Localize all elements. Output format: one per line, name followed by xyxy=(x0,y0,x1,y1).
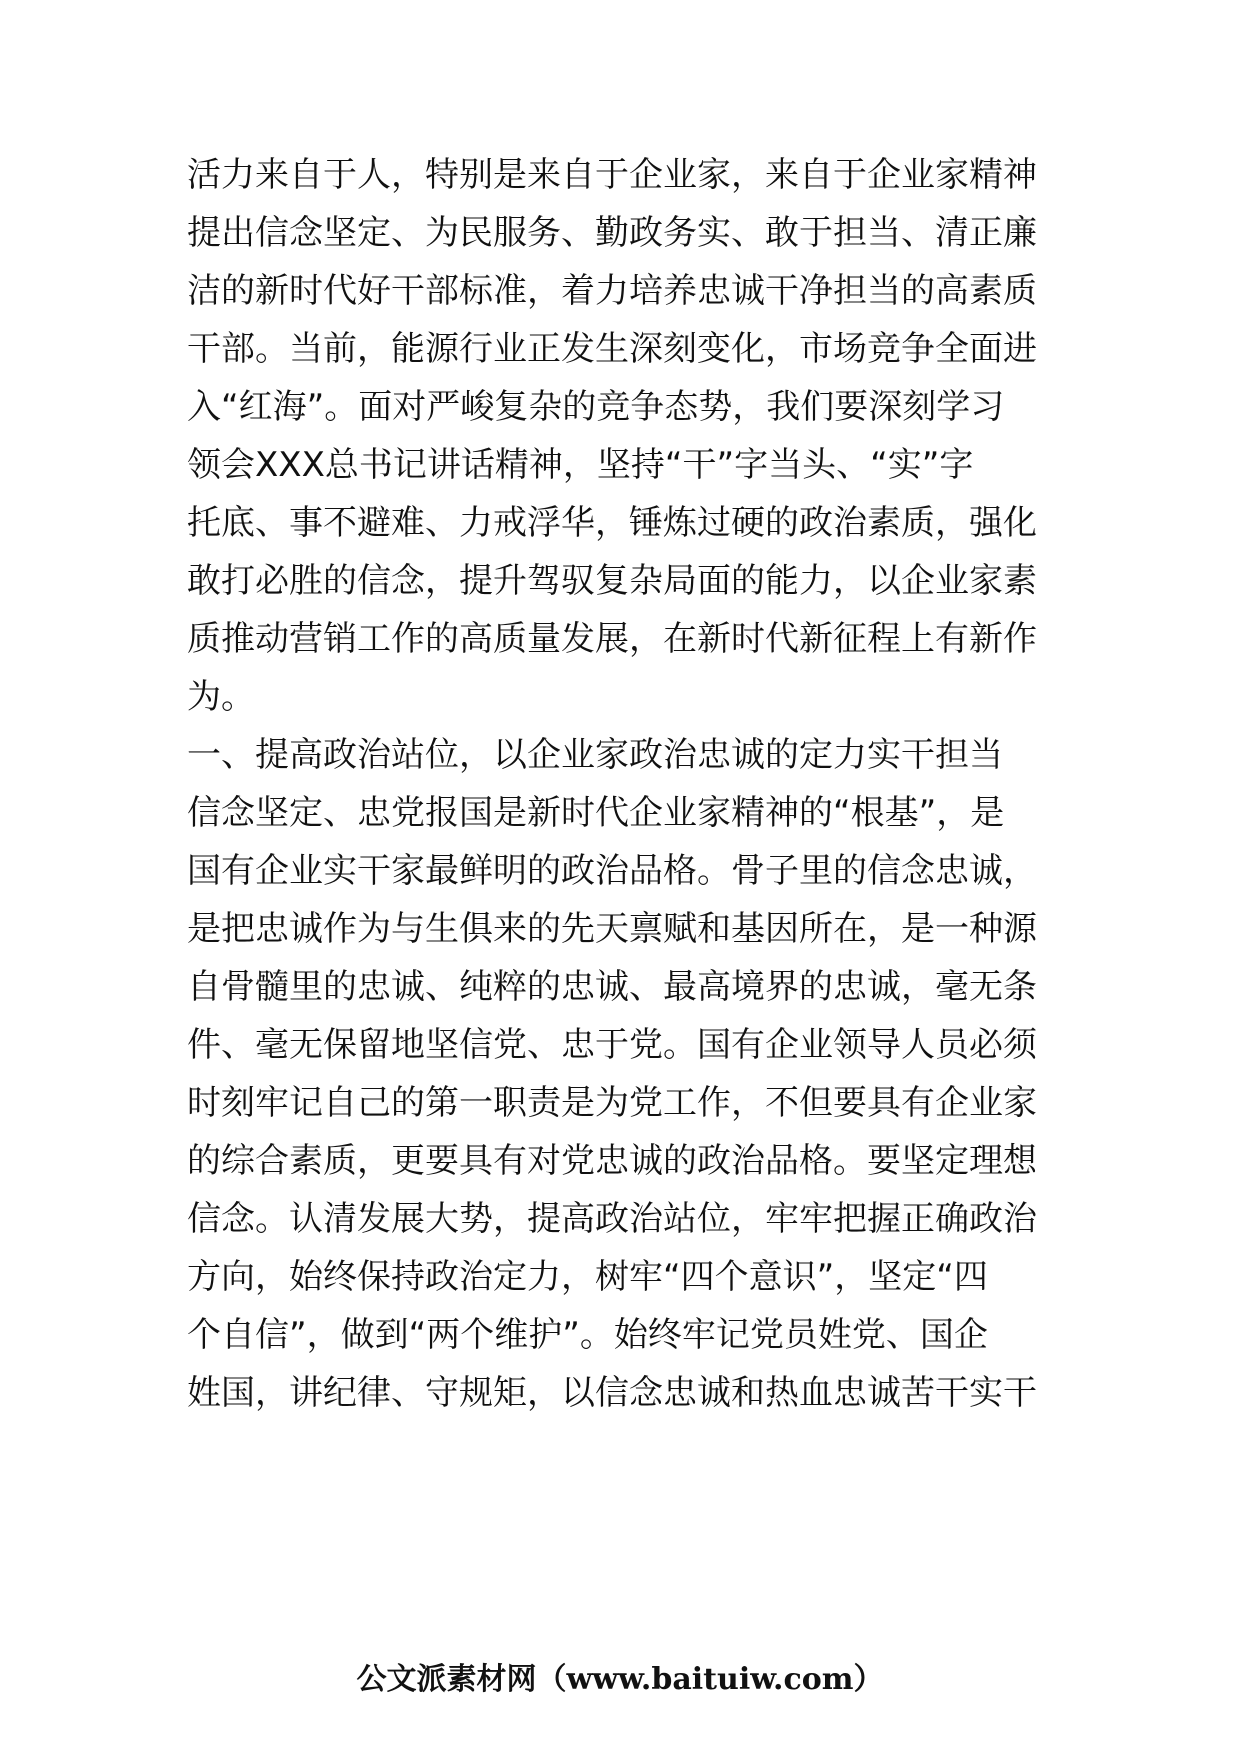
body-line-9: 质推动营销工作的高质量发展，在新时代新征程上有新作 xyxy=(187,619,1037,659)
body-line-5: 入“红海”。面对严峻复杂的竞争态势，我们要深刻学习 xyxy=(187,387,1005,427)
body-line-13: 国有企业实干家最鲜明的政治品格。骨子里的信念忠诚， xyxy=(187,851,1037,891)
body-line-8: 敢打必胜的信念，提升驾驭复杂局面的能力，以企业家素 xyxy=(187,561,1037,601)
footer-source: 公文派素材网（www.baituiw.com） xyxy=(356,1662,884,1697)
body-line-1: 活力来自于人，特别是来自于企业家，来自于企业家精神 xyxy=(187,155,1037,195)
body-line-2: 提出信念坚定、为民服务、勤政务实、敢于担当、清正廉 xyxy=(187,213,1037,253)
section-heading: 一、提高政治站位，以企业家政治忠诚的定力实干担当 xyxy=(187,735,1003,775)
body-line-21: 个自信”，做到“两个维护”。始终牢记党员姓党、国企 xyxy=(187,1315,988,1355)
body-line-18: 的综合素质，更要具有对党忠诚的政治品格。要坚定理想 xyxy=(187,1141,1037,1181)
body-line-17: 时刻牢记自己的第一职责是为党工作，不但要具有企业家 xyxy=(187,1083,1037,1123)
body-line-19: 信念。认清发展大势，提高政治站位，牢牢把握正确政治 xyxy=(187,1199,1037,1239)
body-line-10: 为。 xyxy=(187,677,255,717)
body-line-16: 件、毫无保留地坚信党、忠于党。国有企业领导人员必须 xyxy=(187,1025,1037,1065)
body-line-12: 信念坚定、忠党报国是新时代企业家精神的“根基”，是 xyxy=(187,793,1005,833)
body-line-20: 方向，始终保持政治定力，树牢“四个意识”，坚定“四 xyxy=(187,1257,988,1297)
body-line-7: 托底、事不避难、力戒浮华，锤炼过硬的政治素质，强化 xyxy=(187,503,1037,543)
body-line-6: 领会XXX总书记讲话精神，坚持“干”字当头、“实”字 xyxy=(187,445,974,485)
body-line-15: 自骨髓里的忠诚、纯粹的忠诚、最高境界的忠诚，毫无条 xyxy=(187,967,1037,1007)
body-line-14: 是把忠诚作为与生俱来的先天禀赋和基因所在，是一种源 xyxy=(187,909,1037,949)
body-line-22: 姓国，讲纪律、守规矩，以信念忠诚和热血忠诚苦干实干 xyxy=(187,1373,1037,1413)
body-line-3: 洁的新时代好干部标准，着力培养忠诚干净担当的高素质 xyxy=(187,271,1037,311)
body-line-4: 干部。当前，能源行业正发生深刻变化，市场竞争全面进 xyxy=(187,329,1037,369)
